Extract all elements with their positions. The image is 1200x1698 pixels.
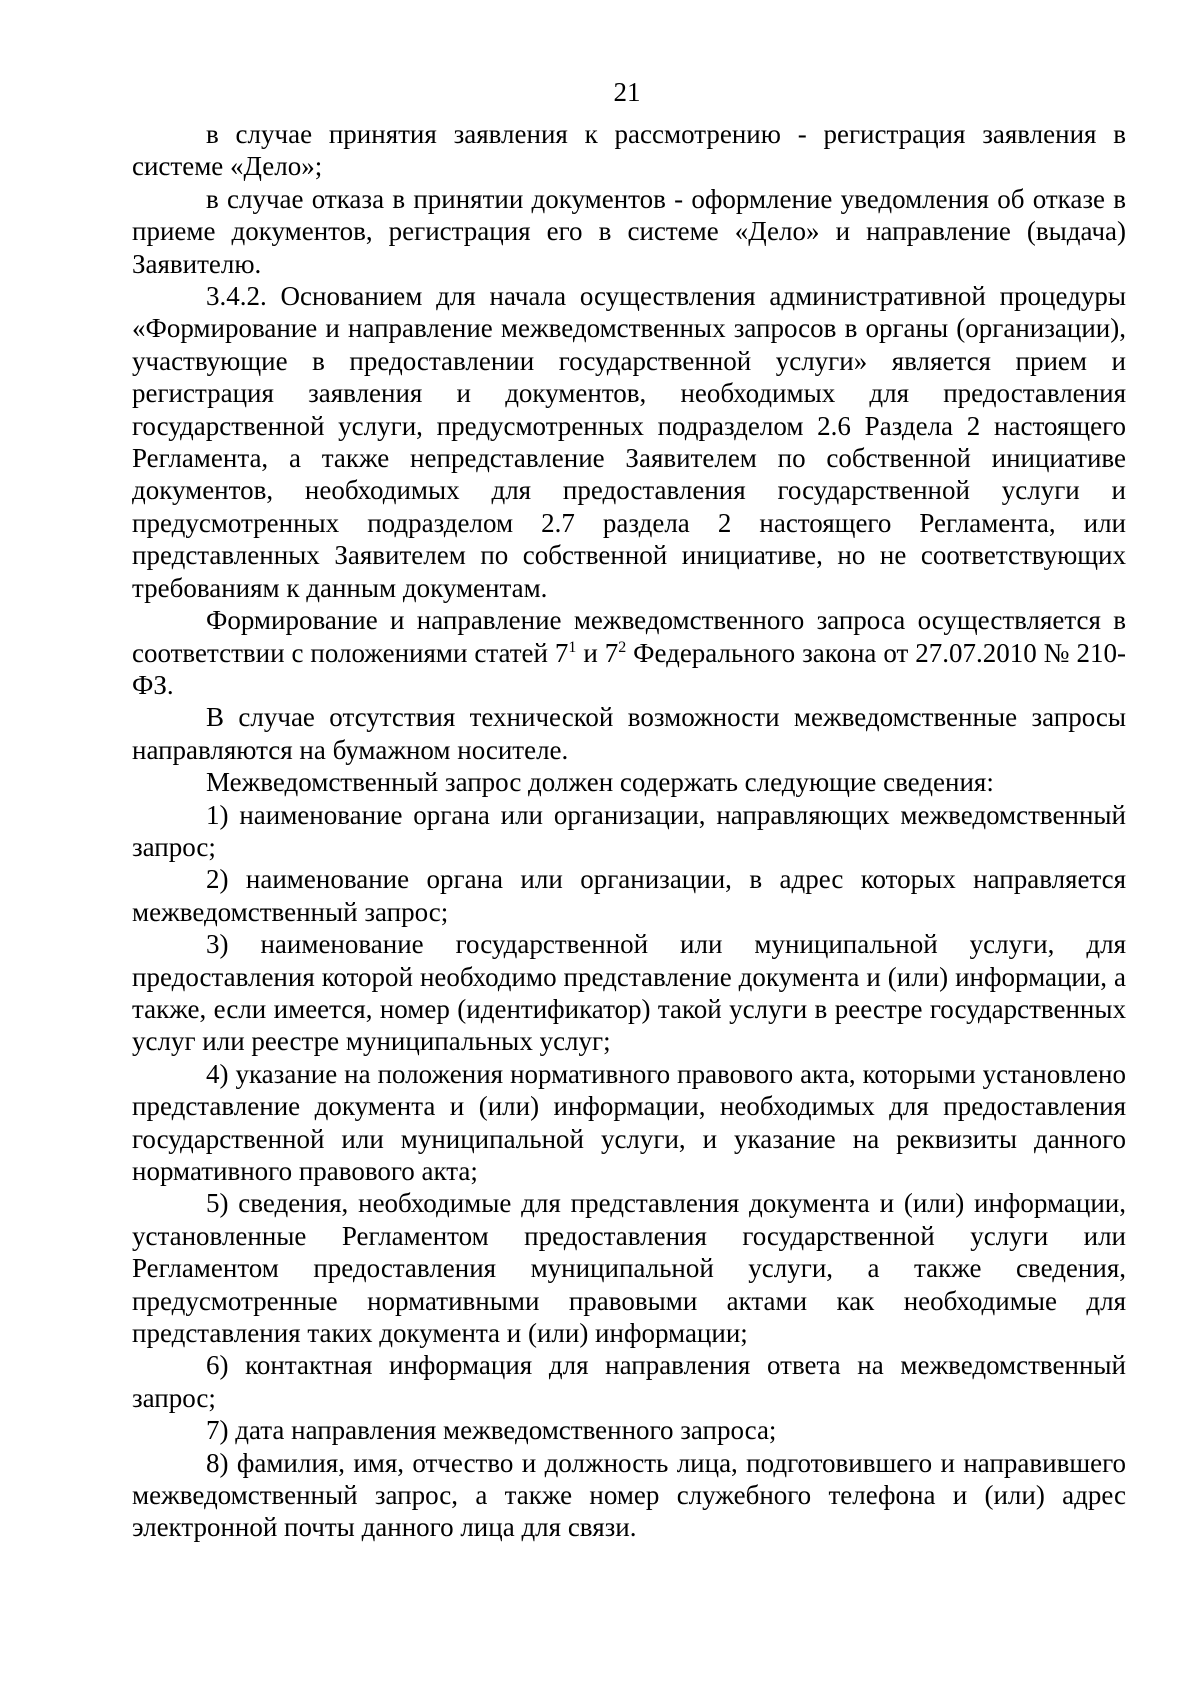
law-text-part: Федерального закона от 27.07.2010 № 210-ФЗ. bbox=[132, 637, 1126, 700]
list-item: 6) контактная информация для направления ответа на межведомственный запрос; bbox=[132, 1350, 1126, 1413]
law-text-part: и 7 bbox=[576, 637, 619, 668]
paragraph-law-reference bbox=[132, 604, 1126, 701]
list-item: 5) сведения, необходимые для представления документа и (или) информации, установленные Регламентом предоставления государственной услуги или Регламентом предоставления муниципальной услуги, а также сведения, предусмотренные нормативными правовыми актами как необходимые для представления таких документа и (или) информации; bbox=[132, 1188, 1126, 1349]
list-item: 1) наименование органа или организации, направляющих межведомственный запрос; bbox=[132, 799, 1126, 862]
paragraph: в случае принятия заявления к рассмотрению - регистрация заявления в системе «Дело»; bbox=[132, 119, 1126, 182]
paragraph: В случае отсутствия технической возможности межведомственные запросы направляются на бумажном носителе. bbox=[132, 702, 1126, 765]
list-item: 8) фамилия, имя, отчество и должность лица, подготовившего и направившего межведомственный запрос, а также номер служебного телефона и (или) адрес электронной почты данного лица для связи. bbox=[132, 1447, 1126, 1543]
paragraph: 3.4.2. Основанием для начала осуществления административной процедуры «Формирование и направление межведомственных запросов в органы (организации), участвующие в предоставлении государственной услуги» является прием и регистрация заявления и документов, необходимых для предоставления государственной услуги, предусмотренных подразделом 2.6 Раздела 2 настоящего Регламента, а также непредставление Заявителем по собственной инициативе документов, необходимых для предоставления государственной услуги и предусмотренных подразделом 2.7 раздела 2 настоящего Регламента, или представленных Заявителем по собственной инициативе, но не соответствующих требованиям к данным документам. bbox=[132, 281, 1126, 603]
list-item: 2) наименование органа или организации, в адрес которых направляется межведомственный запрос; bbox=[132, 864, 1126, 927]
document-body bbox=[132, 118, 1126, 1544]
law-text-part: Формирование и направление межведомственного запроса осуществляется в соответствии с положениями статей 7 bbox=[132, 605, 1126, 668]
paragraph: Межведомственный запрос должен содержать следующие сведения: bbox=[206, 767, 994, 798]
article-superscript: 1 bbox=[568, 638, 577, 656]
article-superscript: 2 bbox=[618, 638, 627, 656]
list-item: 4) указание на положения нормативного правового акта, которыми установлено представление документа и (или) информации, необходимых для предоставления государственной или муниципальной услуги, и указание на реквизиты данного нормативного правового акта; bbox=[132, 1058, 1126, 1186]
paragraph: в случае отказа в принятии документов - оформление уведомления об отказе в приеме документов, регистрация его в системе «Дело» и направление (выдача) Заявителю. bbox=[132, 183, 1126, 279]
list-item: 7) дата направления межведомственного запроса; bbox=[206, 1415, 777, 1446]
page-number: 21 bbox=[613, 77, 641, 107]
list-item: 3) наименование государственной или муниципальной услуги, для предоставления которой необходимо представление документа и (или) информации, а также, если имеется, номер (идентификатор) такой услуги в реестре государственных услуг или реестре муниципальных услуг; bbox=[132, 929, 1126, 1057]
